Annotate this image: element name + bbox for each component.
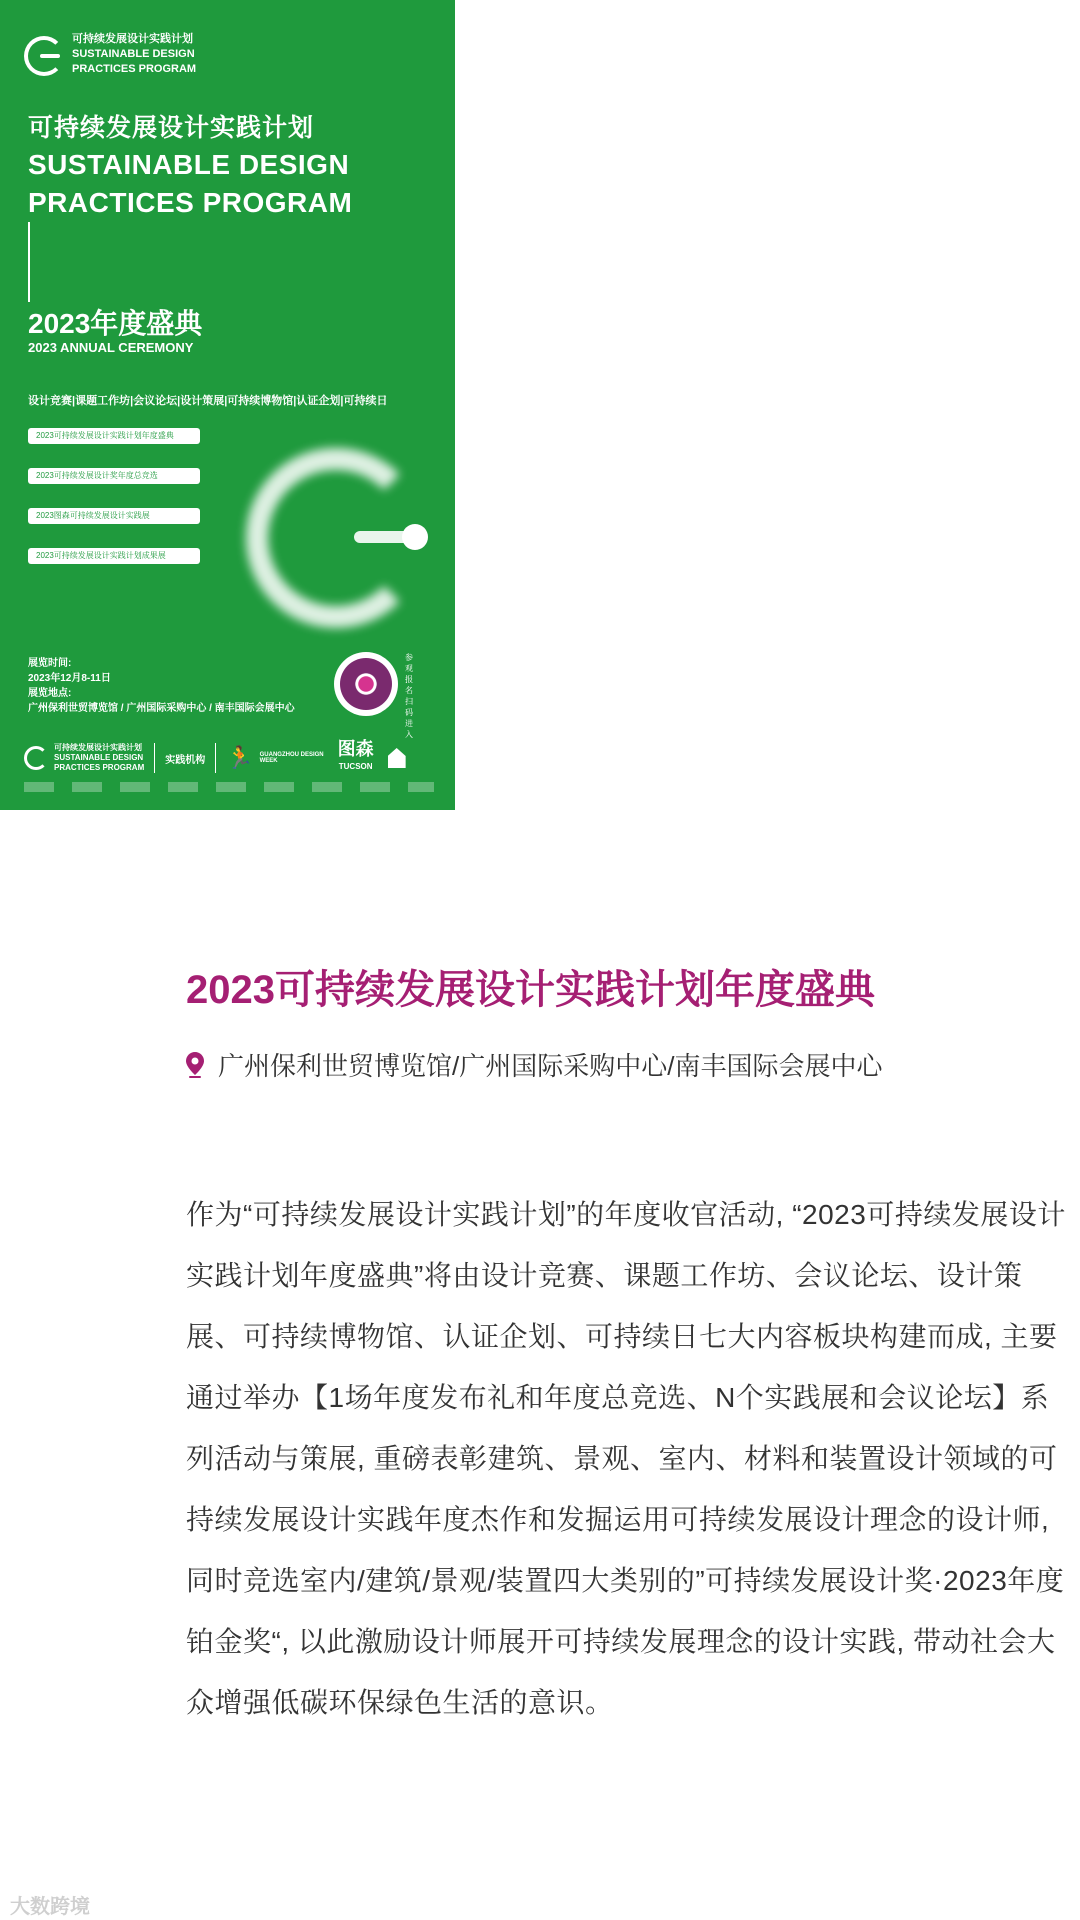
poster-ceremony-cn: 2023年度盛典 xyxy=(28,308,203,339)
qr-code-icon xyxy=(334,652,398,716)
location-pin-icon xyxy=(186,1052,204,1078)
poster-ceremony-en: 2023 ANNUAL CEREMONY xyxy=(28,340,194,355)
poster-title-en: SUSTAINABLE DESIGN PRACTICES PROGRAM xyxy=(28,149,353,218)
poster-pill: 2023图森可持续发展设计实践展 xyxy=(28,508,200,524)
program-c-icon xyxy=(24,36,64,76)
event-title: 2023可持续发展设计实践计划年度盛典 xyxy=(186,968,875,1012)
poster-pill: 2023可持续发展设计奖年度总竞选 xyxy=(28,468,200,484)
event-poster xyxy=(0,0,455,810)
design-week-label: GUANGZHOU DESIGN WEEK xyxy=(259,752,324,764)
poster-pill: 2023可持续发展设计实践计划成果展 xyxy=(28,548,200,564)
program-logo: 可持续发展设计实践计划 SUSTAINABLE DESIGN PRACTICES PROGRAM xyxy=(24,32,196,77)
practice-org-label: 实践机构 xyxy=(165,754,206,766)
poster-exhibition-info: 展览时间: 2023年12月8-11日 展览地点: 广州保利世贸博览馆 / 广州国际采购中心 / 南丰国际会展中心 xyxy=(28,658,295,714)
qr-note: 参观报名扫码进入 xyxy=(405,653,413,739)
poster-title-cn: 可持续发展设计实践计划 xyxy=(28,114,315,142)
tucson-logo: 图森 TUCSON xyxy=(337,739,374,771)
poster-modules: 设计竞赛|课题工作坊|会议论坛|设计策展|可持续博物馆|认证企划|可持续日 xyxy=(28,395,388,407)
divider xyxy=(28,222,30,302)
event-location xyxy=(186,1046,882,1083)
poster-pill: 2023可持续发展设计实践计划年度盛典 xyxy=(28,428,200,444)
watermark: 大数跨境 xyxy=(10,1896,90,1918)
glowing-c-dot xyxy=(402,524,428,550)
event-description: 作为“可持续发展设计实践计划”的年度收官活动, “2023可持续发展设计实践计划年度盛典”将由设计竞赛、课题工作坊、会议论坛、设计策展、可持续博物馆、认证企划、可持续日七大内容板块构建而成, 主要通过举办【1场年度发布礼和年度总竞选、N个实践展和会议论坛】系列活动与策展, 重磅表彰建筑、景观、室内、材料和装置设计领域的可持续发展设计实践年度杰作和发掘运用可持续发展设计理念的设计师, 同时竞选室内/建筑/景观/装置四大类别的”可持续发展设计奖·2023年度铂金奖“, 以此激励设计师展开可持续发展理念的设计实践, 带动社会大众增强低碳环保绿色生活的意识。 xyxy=(186,1199,1066,1718)
house-icon xyxy=(388,748,406,768)
location-text: 广州保利世贸博览馆/广州国际采购中心/南丰国际会展中心 xyxy=(218,1051,883,1081)
runner-icon: 🏃 xyxy=(226,745,254,770)
sponsor-logos: 可持续发展设计实践计划 SUSTAINABLE DESIGN PRACTICES PROGRAM 实践机构 🏃 GUANGZHOU DESIGN WEEK 图森 TUCSON xyxy=(24,738,434,778)
program-c-icon xyxy=(24,746,48,770)
sponsor-fine-print xyxy=(24,782,434,792)
